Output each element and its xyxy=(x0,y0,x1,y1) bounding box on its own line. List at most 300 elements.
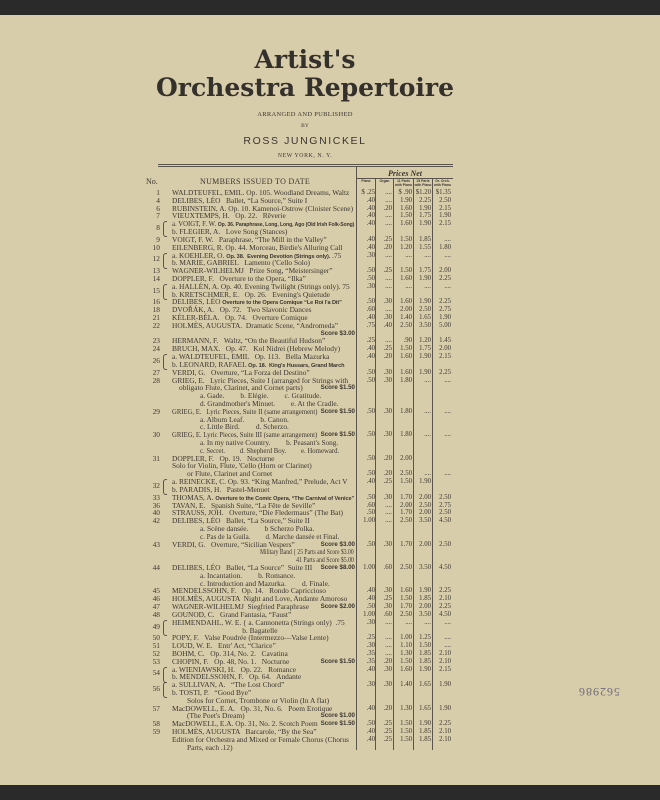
entry-title: GRIEG, E. Lyric Pieces, Suite II (same arrangement) xyxy=(172,406,318,416)
price-cell: .40 xyxy=(366,345,375,353)
price-cell: $ .90 xyxy=(398,189,412,196)
table-row xyxy=(0,634,660,642)
sub-item: a. Album Leaf. xyxy=(200,414,245,424)
price-cell: 2.50 xyxy=(400,610,412,618)
price-cell: .... xyxy=(385,634,392,642)
entry-number: 32 xyxy=(152,480,160,490)
price-cell: .50 xyxy=(366,368,375,376)
sub-item: d. Shepherd Boy. xyxy=(239,445,287,455)
price-cell: .60 xyxy=(366,306,375,314)
price-cell: .50 xyxy=(366,603,375,611)
entry-title: VIEUXTEMPS, H. Op. 22. Rêverie xyxy=(172,211,286,221)
entry-number: 24 xyxy=(152,344,160,354)
sub-item: c. Little Bird. xyxy=(200,422,240,432)
entry-number: 8 xyxy=(156,223,160,233)
table-row xyxy=(0,361,660,369)
price-cell: .... xyxy=(385,642,392,650)
price-cell: .40 xyxy=(366,196,375,204)
price-cell: 2.25 xyxy=(439,603,451,611)
score-price: Score $1.50 xyxy=(320,720,355,728)
price-cell: 2.10 xyxy=(439,735,451,743)
price-cell: 1.45 xyxy=(439,337,451,345)
table-row xyxy=(0,572,660,580)
entry-number: 50 xyxy=(152,633,160,643)
entry-number: 51 xyxy=(152,641,160,651)
price-cell: .40 xyxy=(366,353,375,361)
price-cell: .... xyxy=(385,189,392,196)
price-cell: .20 xyxy=(383,704,392,712)
price-cell: 2.50 xyxy=(439,509,451,517)
price-cell: 1.00 xyxy=(400,634,412,642)
sub-item: a. Gade. xyxy=(200,391,225,401)
entry-title: WALDTEUFEL, EMIL. Op. 105. Woodland Dreams, Waltz xyxy=(172,188,350,197)
price-cell: 1.85 xyxy=(419,649,431,657)
price-cell: 1.80 xyxy=(400,376,412,384)
price-cell: .40 xyxy=(366,704,375,712)
entry-number: 18 xyxy=(152,305,160,315)
price-cell: 1.65 xyxy=(419,314,431,321)
entry-title: HOLMÈS, AUGUSTA Night and Love, Andante Amoroso xyxy=(172,594,348,604)
price-cell: 5.00 xyxy=(439,321,451,329)
price-cell: .30 xyxy=(383,587,392,595)
price-cell: 1.00 xyxy=(363,564,375,571)
table-row xyxy=(0,205,660,213)
entry-title: Military Band { 25 Parts and Score $3.00 xyxy=(260,547,354,557)
entry-number: 23 xyxy=(152,336,160,346)
price-cell: 1.20 xyxy=(400,243,412,251)
price-cell: .25 xyxy=(383,345,392,353)
sub-item: c. Introduction and Mazurka. xyxy=(200,578,286,588)
entry-title: Edition for Orchestra and Mixed or Female Chorus (Chorus xyxy=(172,734,349,744)
entry-title: DELIBES, LÉO Ballet, “La Source,” Suite II xyxy=(172,516,310,526)
table-row xyxy=(0,408,660,416)
price-cell: 1.70 xyxy=(400,509,412,517)
entry-title: POPY, F. Valse Poudrée (Intermezzo—Valse Lente) xyxy=(172,633,329,643)
entry-number: 40 xyxy=(152,508,160,518)
entry-number: 10 xyxy=(152,242,160,252)
entry-number: 31 xyxy=(152,453,160,463)
price-cell: .40 xyxy=(383,321,392,329)
entry-title: a. SULLIVAN, A. “The Lost Chord” xyxy=(172,680,285,690)
price-cell: 1.90 xyxy=(419,274,431,282)
price-cell: 1.60 xyxy=(400,587,412,595)
entry-title: WAGNER-WILHELMJ Prize Song, “Meistersinger” xyxy=(172,266,333,276)
price-cell: 1.40 xyxy=(400,314,412,321)
table-row xyxy=(0,517,660,525)
arranged-label: ARRANGED AND PUBLISHED xyxy=(257,111,353,118)
entry-number: 58 xyxy=(152,719,160,729)
score-price: Score $1.50 xyxy=(320,407,355,415)
entry-title: MacDOWELL, E. A. Op. 31, No. 6. Poem Erotique xyxy=(172,703,333,713)
entry-number: 22 xyxy=(152,320,160,330)
entry-number: 42 xyxy=(152,516,160,526)
price-cell: 2.15 xyxy=(439,353,451,361)
table-row xyxy=(0,736,660,744)
price-cell: 2.00 xyxy=(419,509,431,517)
price-cell: 2.50 xyxy=(419,501,431,509)
price-cell: $1.35 xyxy=(435,189,451,196)
price-cell: 1.75 xyxy=(419,267,431,275)
price-cell: .30 xyxy=(383,431,392,439)
price-cell: .... xyxy=(385,618,392,626)
score-price: Score $1.50 xyxy=(320,657,355,665)
price-cell: .50 xyxy=(366,274,375,282)
price-cell: 2.15 xyxy=(439,665,451,673)
sub-item: a. In my native Country. xyxy=(200,438,271,447)
price-cell: 1.60 xyxy=(400,368,412,376)
entry-title: DVOŘÁK, A. Op. 72. Two Slavonic Dances xyxy=(172,305,312,315)
price-cell: 2.00 xyxy=(439,267,451,275)
entry-title: CHOPIN, F. Op. 48, No. 1. Nocturne xyxy=(172,656,290,666)
price-cell: .75 xyxy=(366,321,375,329)
entry-title: DELIBES, LÉO Ballet, “La Source,” Suite I xyxy=(172,195,308,205)
entry-title: GRIEG, E. Lyric Pieces, Suite III (same arrangement) xyxy=(172,430,318,440)
price-cell: .50 xyxy=(366,267,375,275)
price-cell: .... xyxy=(444,431,451,439)
entry-title: b. KRETSCHMER, E. Op. 26. Evening's Quietude xyxy=(172,289,330,299)
entry-number: 28 xyxy=(152,375,160,385)
entry-title: STRAUSS, JOH. Overture, “Die Fledermaus” (The Bat) xyxy=(172,508,343,518)
price-cell: .30 xyxy=(383,681,392,689)
price-cell: .60 xyxy=(366,501,375,509)
entry-bold-text: Overture to the Opera Comique “Le Roi l'a Dit” xyxy=(222,300,342,307)
price-cell: 1.60 xyxy=(400,298,412,306)
price-cell: 2.00 xyxy=(419,603,431,611)
number-column-header: No. xyxy=(146,177,158,186)
price-cell: 1.90 xyxy=(439,681,451,689)
price-cell: 1.50 xyxy=(419,642,431,650)
price-cell: 1.90 xyxy=(419,720,431,728)
table-row xyxy=(0,642,660,650)
price-cell: .... xyxy=(424,431,431,439)
price-cell: 2.75 xyxy=(439,501,451,509)
table-row xyxy=(0,212,660,220)
column-header-organ: Organ xyxy=(379,179,390,183)
entry-number: 12 xyxy=(152,254,160,264)
price-cell: 3.50 xyxy=(419,517,431,525)
price-cell: .50 xyxy=(366,509,375,517)
price-cell: 4.50 xyxy=(439,610,451,618)
price-cell: 1.90 xyxy=(400,196,412,204)
price-cell: 1.85 xyxy=(419,657,431,665)
entry-suffix: .75 xyxy=(330,250,342,260)
price-cell: 1.65 xyxy=(419,681,431,689)
price-cell: .50 xyxy=(366,407,375,415)
price-cell: .30 xyxy=(366,282,375,290)
entry-title: Solo for Violin, Flute, 'Cello (Horn or Clarinet) xyxy=(172,461,312,471)
price-cell: $1.20 xyxy=(415,189,431,196)
price-cell: 3.50 xyxy=(419,610,431,618)
entry-title: a. KOEHLER, O. xyxy=(172,250,227,260)
price-cell: 1.80 xyxy=(439,243,451,251)
price-cell: .... xyxy=(444,470,451,478)
entry-title: a. WIENIAWSKI, H. Op. 22. Romance xyxy=(172,664,297,674)
sub-item: e. At the Cradle. xyxy=(290,398,339,408)
price-cell: 1.20 xyxy=(419,337,431,345)
entry-title: DELIBES, LÉO xyxy=(172,297,223,307)
price-cell: 1.90 xyxy=(439,314,451,321)
table-row xyxy=(0,400,660,408)
entry-title: or Flute, Clarinet and Cornet xyxy=(187,469,273,479)
price-cell: 2.50 xyxy=(400,470,412,478)
entry-title: DOPPLER, F. Op. 19. Nocturne xyxy=(172,453,275,463)
entry-title: 41 Parts and Score $5.00 xyxy=(260,555,354,565)
table-row xyxy=(0,330,660,338)
price-cell: .30 xyxy=(366,681,375,689)
price-cell: .50 xyxy=(366,493,375,501)
price-cell: .30 xyxy=(383,603,392,611)
sub-item: d. Scherzo. xyxy=(255,422,289,432)
entry-title: BRUCH, MAX. Op. 47. Kol Nidrei (Hebrew Melody) xyxy=(172,344,341,354)
price-cell: .60 xyxy=(383,610,392,618)
price-cell: 1.90 xyxy=(439,212,451,220)
price-cell: .... xyxy=(385,282,392,290)
title-line-1: Artist's xyxy=(254,45,356,74)
price-cell: 1.50 xyxy=(400,735,412,743)
price-cell: 2.25 xyxy=(439,298,451,306)
price-cell: 1.00 xyxy=(363,610,375,618)
price-cell: .50 xyxy=(366,720,375,728)
entry-bold-text: Op. 18. King's Hussars, Grand March xyxy=(248,362,345,369)
price-cell: 1.60 xyxy=(400,665,412,673)
table-row xyxy=(0,322,660,330)
price-cell: 1.75 xyxy=(419,345,431,353)
price-cell: .... xyxy=(385,306,392,314)
entry-number: 26 xyxy=(152,355,160,365)
table-row xyxy=(0,345,660,353)
entry-title: a. HALLÉN, A. Op. 40. Evening Twilight (Strings only). 75 xyxy=(172,281,350,291)
entry-text-line xyxy=(187,744,233,752)
price-cell: .40 xyxy=(366,728,375,736)
price-cell: .... xyxy=(424,251,431,259)
price-cell: 2.50 xyxy=(400,321,412,329)
table-row xyxy=(0,627,660,635)
price-cell: .... xyxy=(385,649,392,657)
table-row xyxy=(0,689,660,697)
entry-number: 14 xyxy=(152,273,160,283)
price-cell: 2.50 xyxy=(439,196,451,204)
by-label: BY xyxy=(301,123,309,129)
entry-number: 54 xyxy=(152,668,160,678)
price-cell: 2.50 xyxy=(419,306,431,314)
price-cell: 1.85 xyxy=(419,735,431,743)
entry-title: b. FLEGIER, A. Love Song (Stances) xyxy=(172,227,288,237)
price-cell: .... xyxy=(405,251,412,259)
price-cell: .20 xyxy=(383,353,392,361)
price-cell: .... xyxy=(405,618,412,626)
table-row xyxy=(0,533,660,541)
price-cell: 2.15 xyxy=(439,220,451,228)
price-cell: .40 xyxy=(366,478,375,486)
price-cell: .90 xyxy=(403,337,412,345)
table-row xyxy=(0,556,660,564)
price-cell: .30 xyxy=(366,642,375,650)
entry-title: b. Bagatelle xyxy=(172,625,278,635)
entry-title: BOHM, C. Op. 314, No. 2. Cavatina xyxy=(172,648,288,658)
price-cell: 4.50 xyxy=(439,517,451,525)
entry-title: HOLMÈS, AUGUSTA. Dramatic Scene, “Andromeda” xyxy=(172,320,339,330)
price-cell: .40 xyxy=(366,204,375,212)
sub-item: b. Romance. xyxy=(258,570,296,580)
table-row xyxy=(0,564,660,572)
price-cell: 1.60 xyxy=(400,274,412,282)
sub-item: b. Peasant's Song. xyxy=(286,438,339,447)
score-price: Score $2.00 xyxy=(320,603,355,611)
price-cell: .... xyxy=(424,618,431,626)
entry-title: a. WALDTEUFEL, EMIL Op. 113. Bella Mazurka xyxy=(172,352,330,362)
price-cell: 1.90 xyxy=(419,587,431,595)
price-cell: 1.50 xyxy=(400,720,412,728)
entry-number: 52 xyxy=(152,648,160,658)
price-cell: 2.10 xyxy=(439,657,451,665)
table-row xyxy=(0,658,660,666)
table-row xyxy=(0,447,660,455)
entry-text xyxy=(172,322,338,330)
price-cell: 1.80 xyxy=(400,407,412,415)
sub-item: a. Scène dansée. xyxy=(200,523,249,533)
table-row xyxy=(0,720,660,728)
price-cell: 2.25 xyxy=(439,587,451,595)
table-row xyxy=(0,580,660,588)
entry-title: TAVAN, E. Spanish Suite, “La Fête de Seville” xyxy=(172,500,316,510)
price-cell: 2.00 xyxy=(400,454,412,462)
prices-net-header: Prices Net xyxy=(388,169,422,178)
price-cell: 2.00 xyxy=(439,345,451,353)
price-cell: 1.50 xyxy=(400,657,412,665)
table-row xyxy=(0,494,660,502)
table-row xyxy=(0,291,660,299)
price-cell: 2.00 xyxy=(400,501,412,509)
price-cell: 1.50 xyxy=(400,728,412,736)
price-cell: .... xyxy=(385,220,392,228)
entry-number: 33 xyxy=(152,492,160,502)
sub-item: b. Elégie. xyxy=(240,391,269,401)
entry-number: 7 xyxy=(156,211,160,221)
entry-bold-text: Op. 38. Evening Devotion (Strings only). xyxy=(226,253,331,260)
entry-number: 13 xyxy=(152,266,160,276)
price-cell: 2.00 xyxy=(419,493,431,501)
price-cell: 3.50 xyxy=(419,564,431,571)
price-cell: .20 xyxy=(383,470,392,478)
entry-number: 43 xyxy=(152,539,160,549)
price-cell: .25 xyxy=(383,235,392,243)
table-row xyxy=(0,298,660,306)
sub-item: e. Homeward. xyxy=(300,445,340,455)
sub-item: a. Incantation. xyxy=(200,570,243,580)
entry-text xyxy=(187,744,233,752)
entry-title: VERDI, G. Overture, “Sicilian Vespers” xyxy=(172,539,295,549)
price-cell: .... xyxy=(424,282,431,290)
entry-title: GOUNOD, C. Grand Fantasia, “Faust” xyxy=(172,609,292,619)
sub-item: c. Secret. xyxy=(200,445,226,455)
entry-number: 1 xyxy=(156,188,160,197)
score-price: Score $3.00 xyxy=(320,329,355,337)
price-cell: .30 xyxy=(383,368,392,376)
price-cell: .... xyxy=(424,470,431,478)
sub-item: c. Gratitude. xyxy=(284,391,322,401)
table-row xyxy=(0,603,660,611)
price-cell: .... xyxy=(385,501,392,509)
entry-title: Solos for Cornet, Trombone or Violin (In A flat) xyxy=(187,695,330,705)
table-row xyxy=(0,189,660,197)
price-cell: .... xyxy=(444,251,451,259)
price-cell: 1.90 xyxy=(439,704,451,712)
numbers-issued-header: NUMBERS ISSUED TO DATE xyxy=(200,177,311,186)
entry-number: 29 xyxy=(152,406,160,416)
entry-title: MENDELSSOHN, F. Op. 14. Rondo Capriccioso xyxy=(172,586,326,596)
price-cell: .30 xyxy=(383,314,392,321)
price-cell: 2.75 xyxy=(439,306,451,314)
entry-title: WAGNER-WILHELMJ Siegfried Paraphrase xyxy=(172,602,309,612)
entry-number: 16 xyxy=(152,297,160,307)
price-cell: 2.00 xyxy=(419,540,431,548)
publisher-city: NEW YORK, N. Y. xyxy=(277,153,333,159)
entry-title: VERDI, G. Overture, “La Forza del Destino” xyxy=(172,367,310,377)
price-cell: 1.50 xyxy=(400,478,412,486)
price-cell: .40 xyxy=(366,587,375,595)
price-cell: 1.90 xyxy=(419,204,431,212)
entry-title: a. REINECKE, C. Op. 93. “King Manfred,” Prelude, Act V xyxy=(172,477,348,487)
price-cell: 1.55 xyxy=(419,243,431,251)
price-cell: .40 xyxy=(366,212,375,220)
price-cell: 1.80 xyxy=(400,431,412,439)
entry-title: obligato Flute, Clarinet, and Cornet parts) xyxy=(179,383,303,393)
score-price: Score $3.00 xyxy=(320,540,355,548)
price-cell: 2.25 xyxy=(439,274,451,282)
price-cell: .25 xyxy=(366,634,375,642)
entry-title: KÉLER-BÉLA. Op. 74. Overture Comique xyxy=(172,313,308,322)
price-cell: .60 xyxy=(383,564,392,571)
entry-number: 49 xyxy=(152,621,160,631)
entry-number: 59 xyxy=(152,727,160,737)
table-row xyxy=(0,650,660,658)
entry-title: b. MENDELSSOHN, F. Op. 64. Andante xyxy=(172,672,302,682)
score-price: Score $1.50 xyxy=(320,384,355,392)
price-cell: .... xyxy=(385,251,392,259)
entry-number: 15 xyxy=(152,285,160,295)
price-cell: 2.50 xyxy=(400,517,412,525)
price-cell: 1.85 xyxy=(419,235,431,243)
price-cell: .30 xyxy=(383,540,392,548)
price-cell: .20 xyxy=(383,243,392,251)
table-row xyxy=(0,377,660,385)
entry-title: HERMANN, F. Waltz, “On the Beautiful Hudson” xyxy=(172,336,326,346)
entry-title: HOLMÈS, AUGUSTA Barcarole, “By the Sea” xyxy=(172,727,317,737)
price-cell: 1.10 xyxy=(400,642,412,650)
price-cell: .... xyxy=(424,407,431,415)
price-cell: .... xyxy=(444,376,451,384)
price-cell: 1.85 xyxy=(419,595,431,603)
price-cell: .... xyxy=(444,235,451,243)
entry-number: 21 xyxy=(152,313,160,322)
price-cell: 1.30 xyxy=(400,704,412,712)
entry-title: (The Poet's Dream) xyxy=(187,711,245,721)
sub-item: d. Finale. xyxy=(302,578,330,588)
price-cell: .25 xyxy=(383,735,392,743)
price-cell: 1.90 xyxy=(419,665,431,673)
price-cell: .... xyxy=(385,274,392,282)
entry-title: DOPPLER, F. Overture to the Opera, “Ilka” xyxy=(172,273,306,283)
entry-title: RUBINSTEIN, A. Op. 10. Kamenoi-Ostrow (Cloister Scene) xyxy=(172,203,354,213)
price-cell: .35 xyxy=(366,657,375,665)
price-cell: 2.50 xyxy=(439,493,451,501)
price-cell: .30 xyxy=(383,376,392,384)
price-cell: 1.70 xyxy=(400,540,412,548)
table-row xyxy=(0,423,660,431)
table-row xyxy=(0,486,660,494)
table-row xyxy=(0,267,660,275)
entry-title: GRIEG, E. Lyric Pieces, Suite I (arranged for Strings with xyxy=(172,375,349,385)
